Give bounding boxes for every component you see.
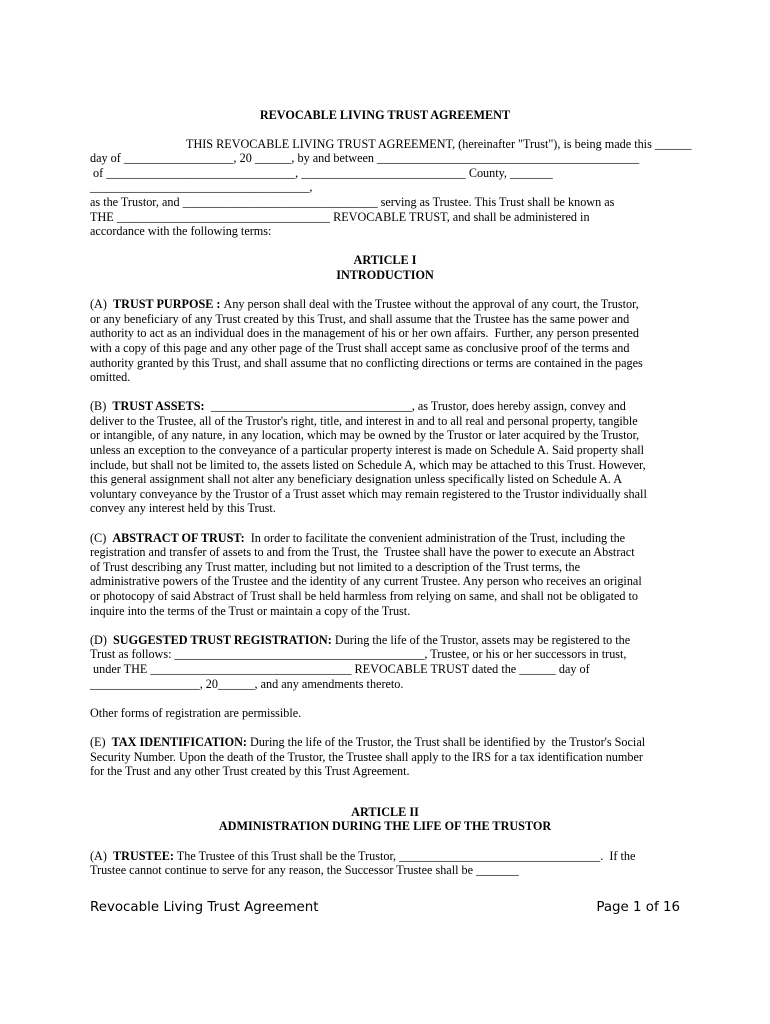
section-line: include, but shall not be limited to, the assets listed on Schedule A, which may be attached to this Trust. However, bbox=[90, 457, 646, 472]
section-line: authority to act as an individual does in the management of his or her own affairs. Further, any person presented bbox=[90, 326, 639, 341]
intro-line: ____________________________________, bbox=[90, 180, 313, 195]
section-line: omitted. bbox=[90, 370, 131, 385]
section-line: convey any interest held by this Trust. bbox=[90, 501, 276, 516]
section-line: In order to facilitate the convenient administration of the Trust, including the bbox=[244, 530, 626, 545]
section-heading: TRUST PURPOSE : bbox=[113, 297, 224, 312]
section-line: deliver to the Trustee, all of the Trustor's right, title, and interest in and to all real and personal property, tangible bbox=[90, 413, 638, 428]
section-line: Trust as follows: _________________________________________, Trustee, or his or her successors in trust, bbox=[90, 647, 627, 662]
section-line: unless an exception to the conveyance of a particular property interest is made on Schedule A. Said property shall bbox=[90, 443, 645, 458]
section-line: The Trustee of this Trust shall be the Trustor, _________________________________. If the bbox=[173, 848, 636, 863]
article-2-number: ARTICLE II bbox=[351, 804, 419, 819]
article-1-heading bbox=[90, 253, 680, 282]
other-forms-note: Other forms of registration are permissible. bbox=[90, 705, 302, 720]
section-line: with a copy of this page and any other page of the Trust shall accept same as conclusive proof of the terms and bbox=[90, 340, 630, 355]
intro-line: of _______________________________, ___________________________ County, _______ bbox=[90, 165, 553, 180]
section-line: this general assignment shall not alter any beneficiary designation unless specifically listed on Schedule A. A bbox=[90, 472, 623, 487]
section-abstract-of-trust bbox=[90, 531, 680, 619]
section-heading: TRUSTEE: bbox=[113, 848, 174, 863]
section-line: authority granted by this Trust, and shall assume that no conflicting directions or terms are contained in the pages bbox=[90, 355, 643, 370]
section-line: Any person shall deal with the Trustee without the approval of any court, the Trustor, bbox=[223, 297, 639, 312]
section-line: or any beneficiary of any Trust created by this Trust, and shall assume that the Trustee has the same power and bbox=[90, 311, 630, 326]
intro-paragraph bbox=[90, 136, 692, 239]
section-heading: ABSTRACT OF TRUST: bbox=[112, 530, 245, 545]
section-line: registration and transfer of assets to and from the Trust, the Trustee shall have the power to execute an Abstract bbox=[90, 545, 635, 560]
section-heading: SUGGESTED TRUST REGISTRATION: bbox=[113, 632, 332, 647]
section-line: Trustee cannot continue to serve for any reason, the Successor Trustee shall be _______ bbox=[90, 863, 519, 878]
section-line: _________________________________, as Trustor, does hereby assign, convey and bbox=[204, 399, 626, 414]
document-body bbox=[90, 108, 692, 892]
intro-line: day of __________________, 20 ______, by and between ___________________________________________ bbox=[90, 151, 640, 166]
document-title: REVOCABLE LIVING TRUST AGREEMENT bbox=[259, 108, 511, 122]
section-line: voluntary conveyance by the Trustor of a Trust asset which may remain registered to the Trustor individually shall bbox=[90, 486, 647, 501]
section-suggested-trust-registration bbox=[90, 633, 680, 691]
section-line: Security Number. Upon the death of the Trustor, the Trustee shall apply to the IRS for a tax identification number bbox=[90, 749, 643, 764]
section-label: (B) bbox=[90, 399, 113, 414]
section-heading: TRUST ASSETS: bbox=[112, 399, 205, 414]
section-line: or intangible, of any nature, in any location, which may be owned by the Trustor or later acquired by the Trustor, bbox=[90, 428, 640, 443]
section-line: inquire into the terms of the Trust or maintain a copy of the Trust. bbox=[90, 603, 411, 618]
section-label: (D) bbox=[90, 632, 114, 647]
section-line: under THE _________________________________ REVOCABLE TRUST dated the ______ day of bbox=[90, 661, 590, 676]
section-line: During the life of the Trustor, assets may be registered to the bbox=[331, 632, 631, 647]
section-line: for the Trust and any other Trust created by this Trust Agreement. bbox=[90, 764, 410, 779]
intro-line: as the Trustor, and ________________________________ serving as Trustee. This Trust shall be known as bbox=[90, 194, 615, 209]
intro-line: THIS REVOCABLE LIVING TRUST AGREEMENT, (hereinafter "Trust"), is being made this ______ bbox=[186, 136, 692, 151]
section-line: During the life of the Trustor, the Trust shall be identified by the Trustor's Social bbox=[246, 734, 646, 749]
footer-page-number: Page 1 of 16 bbox=[596, 900, 680, 915]
section-line: administrative powers of the Trustee and the identity of any current Trustee. Any person who receives an original bbox=[90, 574, 642, 589]
section-line: of Trust describing any Trust matter, including but not limited to a description of the Trust terms, the bbox=[90, 559, 581, 574]
section-line: or photocopy of said Abstract of Trust shall be held harmless from relying on same, and shall not be obligated to bbox=[90, 589, 639, 603]
section-label: (C) bbox=[90, 530, 113, 545]
section-tax-identification bbox=[90, 735, 680, 779]
section-trustee bbox=[90, 849, 680, 878]
footer-document-name: Revocable Living Trust Agreement bbox=[90, 900, 319, 915]
section-trust-assets bbox=[90, 399, 680, 516]
article-1-number: ARTICLE I bbox=[353, 253, 417, 268]
section-label: (A) bbox=[90, 848, 114, 863]
article-1-title: INTRODUCTION bbox=[336, 267, 434, 282]
intro-line: accordance with the following terms: bbox=[90, 224, 272, 239]
section-label: (E) bbox=[90, 734, 112, 749]
article-2-heading bbox=[90, 805, 680, 834]
section-trust-purpose bbox=[90, 297, 680, 385]
section-line: __________________, 20______, and any amendments thereto. bbox=[90, 676, 404, 691]
article-2-title: ADMINISTRATION DURING THE LIFE OF THE TRUSTOR bbox=[218, 819, 552, 834]
section-heading: TAX IDENTIFICATION: bbox=[111, 734, 247, 749]
intro-line: THE ___________________________________ REVOCABLE TRUST, and shall be administered in bbox=[90, 209, 590, 224]
section-label: (A) bbox=[90, 297, 114, 312]
